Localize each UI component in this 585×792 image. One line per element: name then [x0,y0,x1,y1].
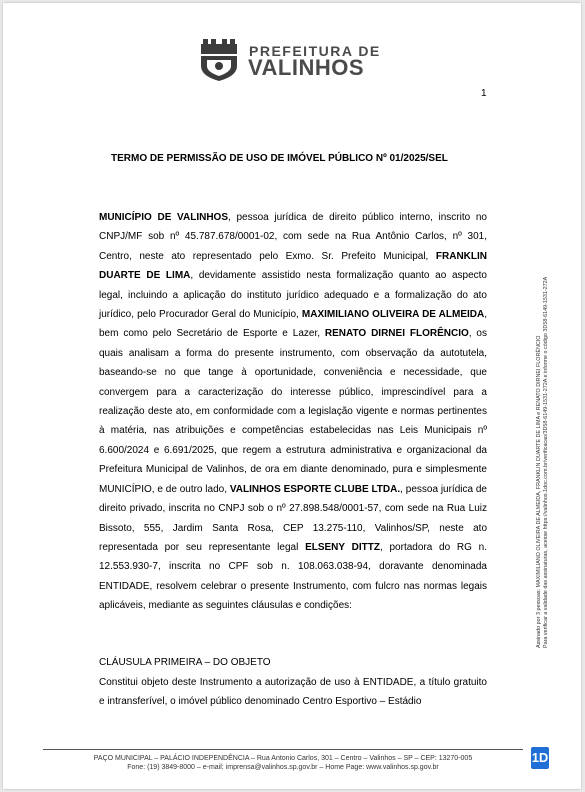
entity-representative: ELSENY DITTZ [305,541,380,553]
badge-text: 1D [531,750,549,765]
clause-title: CLÁUSULA PRIMEIRA – DO OBJETO [99,657,271,668]
footer-contact: Fone: (19) 3849-8000 – e-mail: imprensa@valinhos.sp.gov.br – Home Page: www.valinhos.sp.gov.br [127,764,439,771]
document-page [3,3,581,789]
brand-name: VALINHOS [248,55,365,80]
verification-line: Para verificar a validade das assinaturas, acesse https://valinhos.1doc.com.br/verificacao/3D58-6149-1531-272A e informe o código 3D58-6149-1531-272A [543,276,549,648]
footer-divider [43,749,523,750]
footer-address: PAÇO MUNICIPAL – PALÁCIO INDEPENDÊNCIA – Rua Antonio Carlos, 301 – Centro – Valinhos – SP – CEP: 13270-005 [93,755,473,762]
clause-text: Constitui objeto deste Instrumento a autorização de uso à ENTIDADE, a título gratuito e intransferível, o imóvel público denominado Centro Esportivo – Estádio [99,677,487,708]
document-title: TERMO DE PERMISSÃO DE USO DE IMÓVEL PÚBLICO Nº 01/2025/SEL [111,153,448,164]
page-number: 1 [481,88,487,99]
party-municipio: MUNICÍPIO DE VALINHOS [99,212,228,223]
1doc-logo-icon [531,747,549,769]
party-entity: VALINHOS ESPORTE CLUBE LTDA. [229,483,401,495]
attorney-name: MAXIMILIANO OLIVEIRA DE ALMEIDA [301,309,485,321]
brand-subtitle: PREFEITURA DE [249,43,381,59]
text-segment: , portadora do RG n. 12.553.930-7, inscrita no CPF sob n. 108.063.038-94, doravante denominada ENTIDADE, resolvem celebrar o presente Instrumento, com fulcro nas normas legais aplicáveis, mediante as seguintes cláusulas e condições: [99,541,487,612]
text-segment: , bem como pelo Secretário de Esporte e Lazer, [99,309,487,340]
text-segment: , pessoa jurídica de direito público interno, inscrito no CNPJ/MF sob nº 45.787.678/0001-02, com sede na Rua Antônio Carlos, nº 301, Centro, neste ato representado pelo Exmo. Sr. Prefeito Municipal, [99,212,487,262]
text-segment: , os quais analisam a forma do presente instrumento, com observação da autotutela, baseando-se no que tange à oportunidade, conveniência e necessidade, que convergem para a caracterização do interesse público, imprescindível para a realização deste ato, em conformidade com a legislação vigente e normas pertinentes à matéria, nas atribuições e competências estabelecidas nas Leis Municipais nº 6.600/2024 e 6.691/2025, que regem a estrutura administrativa e organizacional da Prefeitura Municipal de Valinhos, de ora em diante denominado, pura e simplesmente MUNICÍPIO, e de outro lado, [99,328,487,495]
signers-line: Assinado por 3 pessoas: MAXIMILIANO OLIVEIRA DE ALMEIDA, FRANKLIN DUARTE DE LIMA e RENATO DIRNEI FLORÊNCIO [536,335,542,648]
footer [43,754,523,772]
text-segment: , pessoa jurídica de direito privado, inscrita no CNPJ sob o nº 27.898.548/0001-57, com sede na Rua Luiz Bissoto, 555, Jardim Santa Rosa, CEP 13.275-110, Valinhos/SP, neste ato representada por seu representante legal [99,483,487,553]
signature-verification-note [527,276,561,658]
city-crest-icon [195,36,243,82]
text-segment: , devidamente assistido nesta formalização quanto ao aspecto legal, incluindo a aplicação do instituto jurídico adequado e a formalização do ato jurídico, pelo Procurador Geral do Município, [99,270,487,321]
secretary-name: RENATO DIRNEI FLORÊNCIO [324,328,469,340]
mayor-name: FRANKLIN DUARTE DE LIMA [99,250,487,282]
header-logo [195,36,385,86]
opening-paragraph [99,208,487,616]
